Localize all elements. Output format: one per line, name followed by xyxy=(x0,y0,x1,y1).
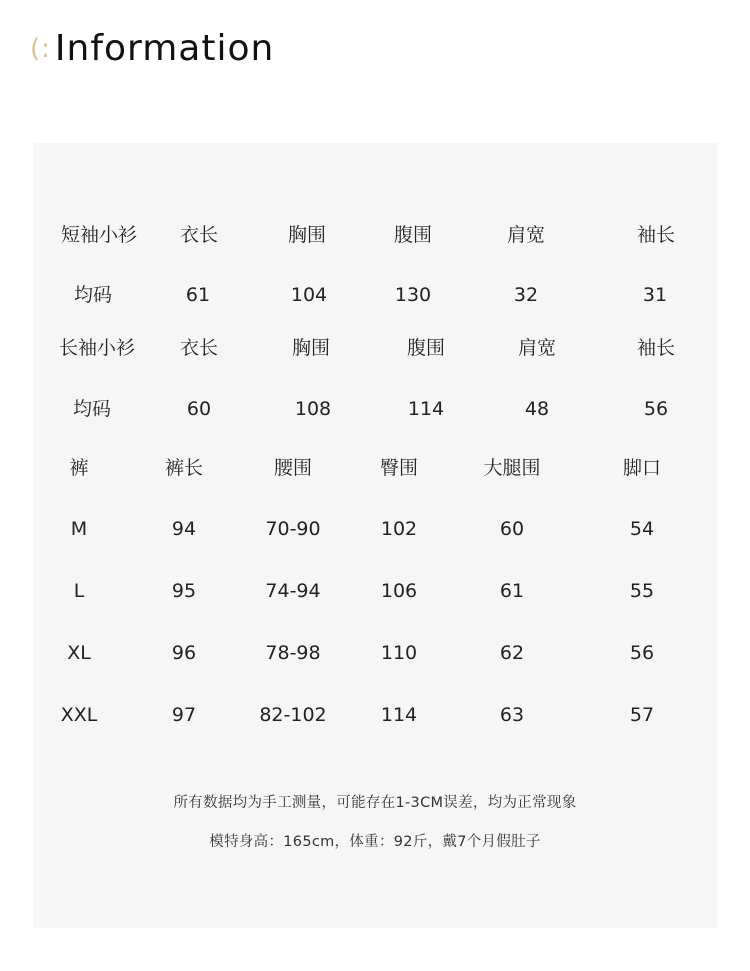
measurement-value: 31 xyxy=(642,284,668,306)
measurement-value: 114 xyxy=(407,398,445,420)
measurement-value: 60 xyxy=(499,518,525,540)
measurement-value: 110 xyxy=(380,642,418,664)
measurement-value: 32 xyxy=(513,284,539,306)
size-label: M xyxy=(70,518,88,540)
measurement-value: 106 xyxy=(380,580,418,602)
column-header: 脚口 xyxy=(622,457,662,479)
measurement-value: 55 xyxy=(629,580,655,602)
size-label: 均码 xyxy=(72,398,112,420)
measurement-value: 94 xyxy=(171,518,197,540)
pants-table-row xyxy=(33,633,717,673)
size-label: XL xyxy=(67,642,91,664)
size-chart-panel xyxy=(33,143,717,928)
measurement-value: 96 xyxy=(171,642,197,664)
measurement-value: 82-102 xyxy=(259,704,327,726)
short-sleeve-table-row xyxy=(33,275,717,315)
column-header: 肩宽 xyxy=(506,224,546,246)
header-decoration: (: xyxy=(30,34,51,64)
column-header: 大腿围 xyxy=(483,457,541,479)
measurement-value: 63 xyxy=(499,704,525,726)
measurement-value: 108 xyxy=(294,398,332,420)
measurement-value: 78-98 xyxy=(265,642,321,664)
column-header: 袖长 xyxy=(636,337,676,359)
size-label: 均码 xyxy=(73,284,113,306)
measurement-value: 48 xyxy=(524,398,550,420)
measurement-value: 114 xyxy=(380,704,418,726)
measurement-value: 54 xyxy=(629,518,655,540)
column-header: 腹围 xyxy=(406,337,446,359)
size-label: L xyxy=(73,580,85,602)
page-title: Information xyxy=(54,27,275,69)
measurement-value: 102 xyxy=(380,518,418,540)
measurement-value: 56 xyxy=(629,642,655,664)
measurement-note: 所有数据均为手工测量，可能存在1-3CM误差，均为正常现象 xyxy=(173,795,577,811)
long-sleeve-table-header-row xyxy=(33,328,717,368)
measurement-value: 130 xyxy=(394,284,432,306)
measurement-value: 104 xyxy=(290,284,328,306)
page-header xyxy=(30,24,274,72)
column-header: 袖长 xyxy=(636,224,676,246)
long-sleeve-table-row xyxy=(33,389,717,429)
column-header: 肩宽 xyxy=(517,337,557,359)
column-header: 腹围 xyxy=(393,224,433,246)
column-header: 胸围 xyxy=(287,224,327,246)
column-header: 臀围 xyxy=(379,457,419,479)
column-header: 衣长 xyxy=(179,224,219,246)
measurement-value: 70-90 xyxy=(265,518,321,540)
measurement-value: 60 xyxy=(186,398,212,420)
measurement-value: 57 xyxy=(629,704,655,726)
pants-table-row xyxy=(33,695,717,735)
column-header: 裤 xyxy=(69,457,89,479)
measurement-value: 97 xyxy=(171,704,197,726)
column-header: 胸围 xyxy=(291,337,331,359)
column-header: 腰围 xyxy=(273,457,313,479)
column-header: 短袖小衫 xyxy=(60,224,138,246)
pants-table-header-row xyxy=(33,448,717,488)
measurement-value: 61 xyxy=(185,284,211,306)
model-note: 模特身高：165cm，体重：92斤，戴7个月假肚子 xyxy=(209,834,541,850)
column-header: 裤长 xyxy=(164,457,204,479)
column-header: 衣长 xyxy=(179,337,219,359)
pants-table-row xyxy=(33,571,717,611)
measurement-value: 74-94 xyxy=(265,580,321,602)
size-label: XXL xyxy=(60,704,98,726)
pants-table-row xyxy=(33,509,717,549)
measurement-value: 61 xyxy=(499,580,525,602)
short-sleeve-table-header-row xyxy=(33,215,717,255)
measurement-value: 56 xyxy=(643,398,669,420)
column-header: 长袖小衫 xyxy=(58,337,136,359)
measurement-value: 95 xyxy=(171,580,197,602)
measurement-value: 62 xyxy=(499,642,525,664)
